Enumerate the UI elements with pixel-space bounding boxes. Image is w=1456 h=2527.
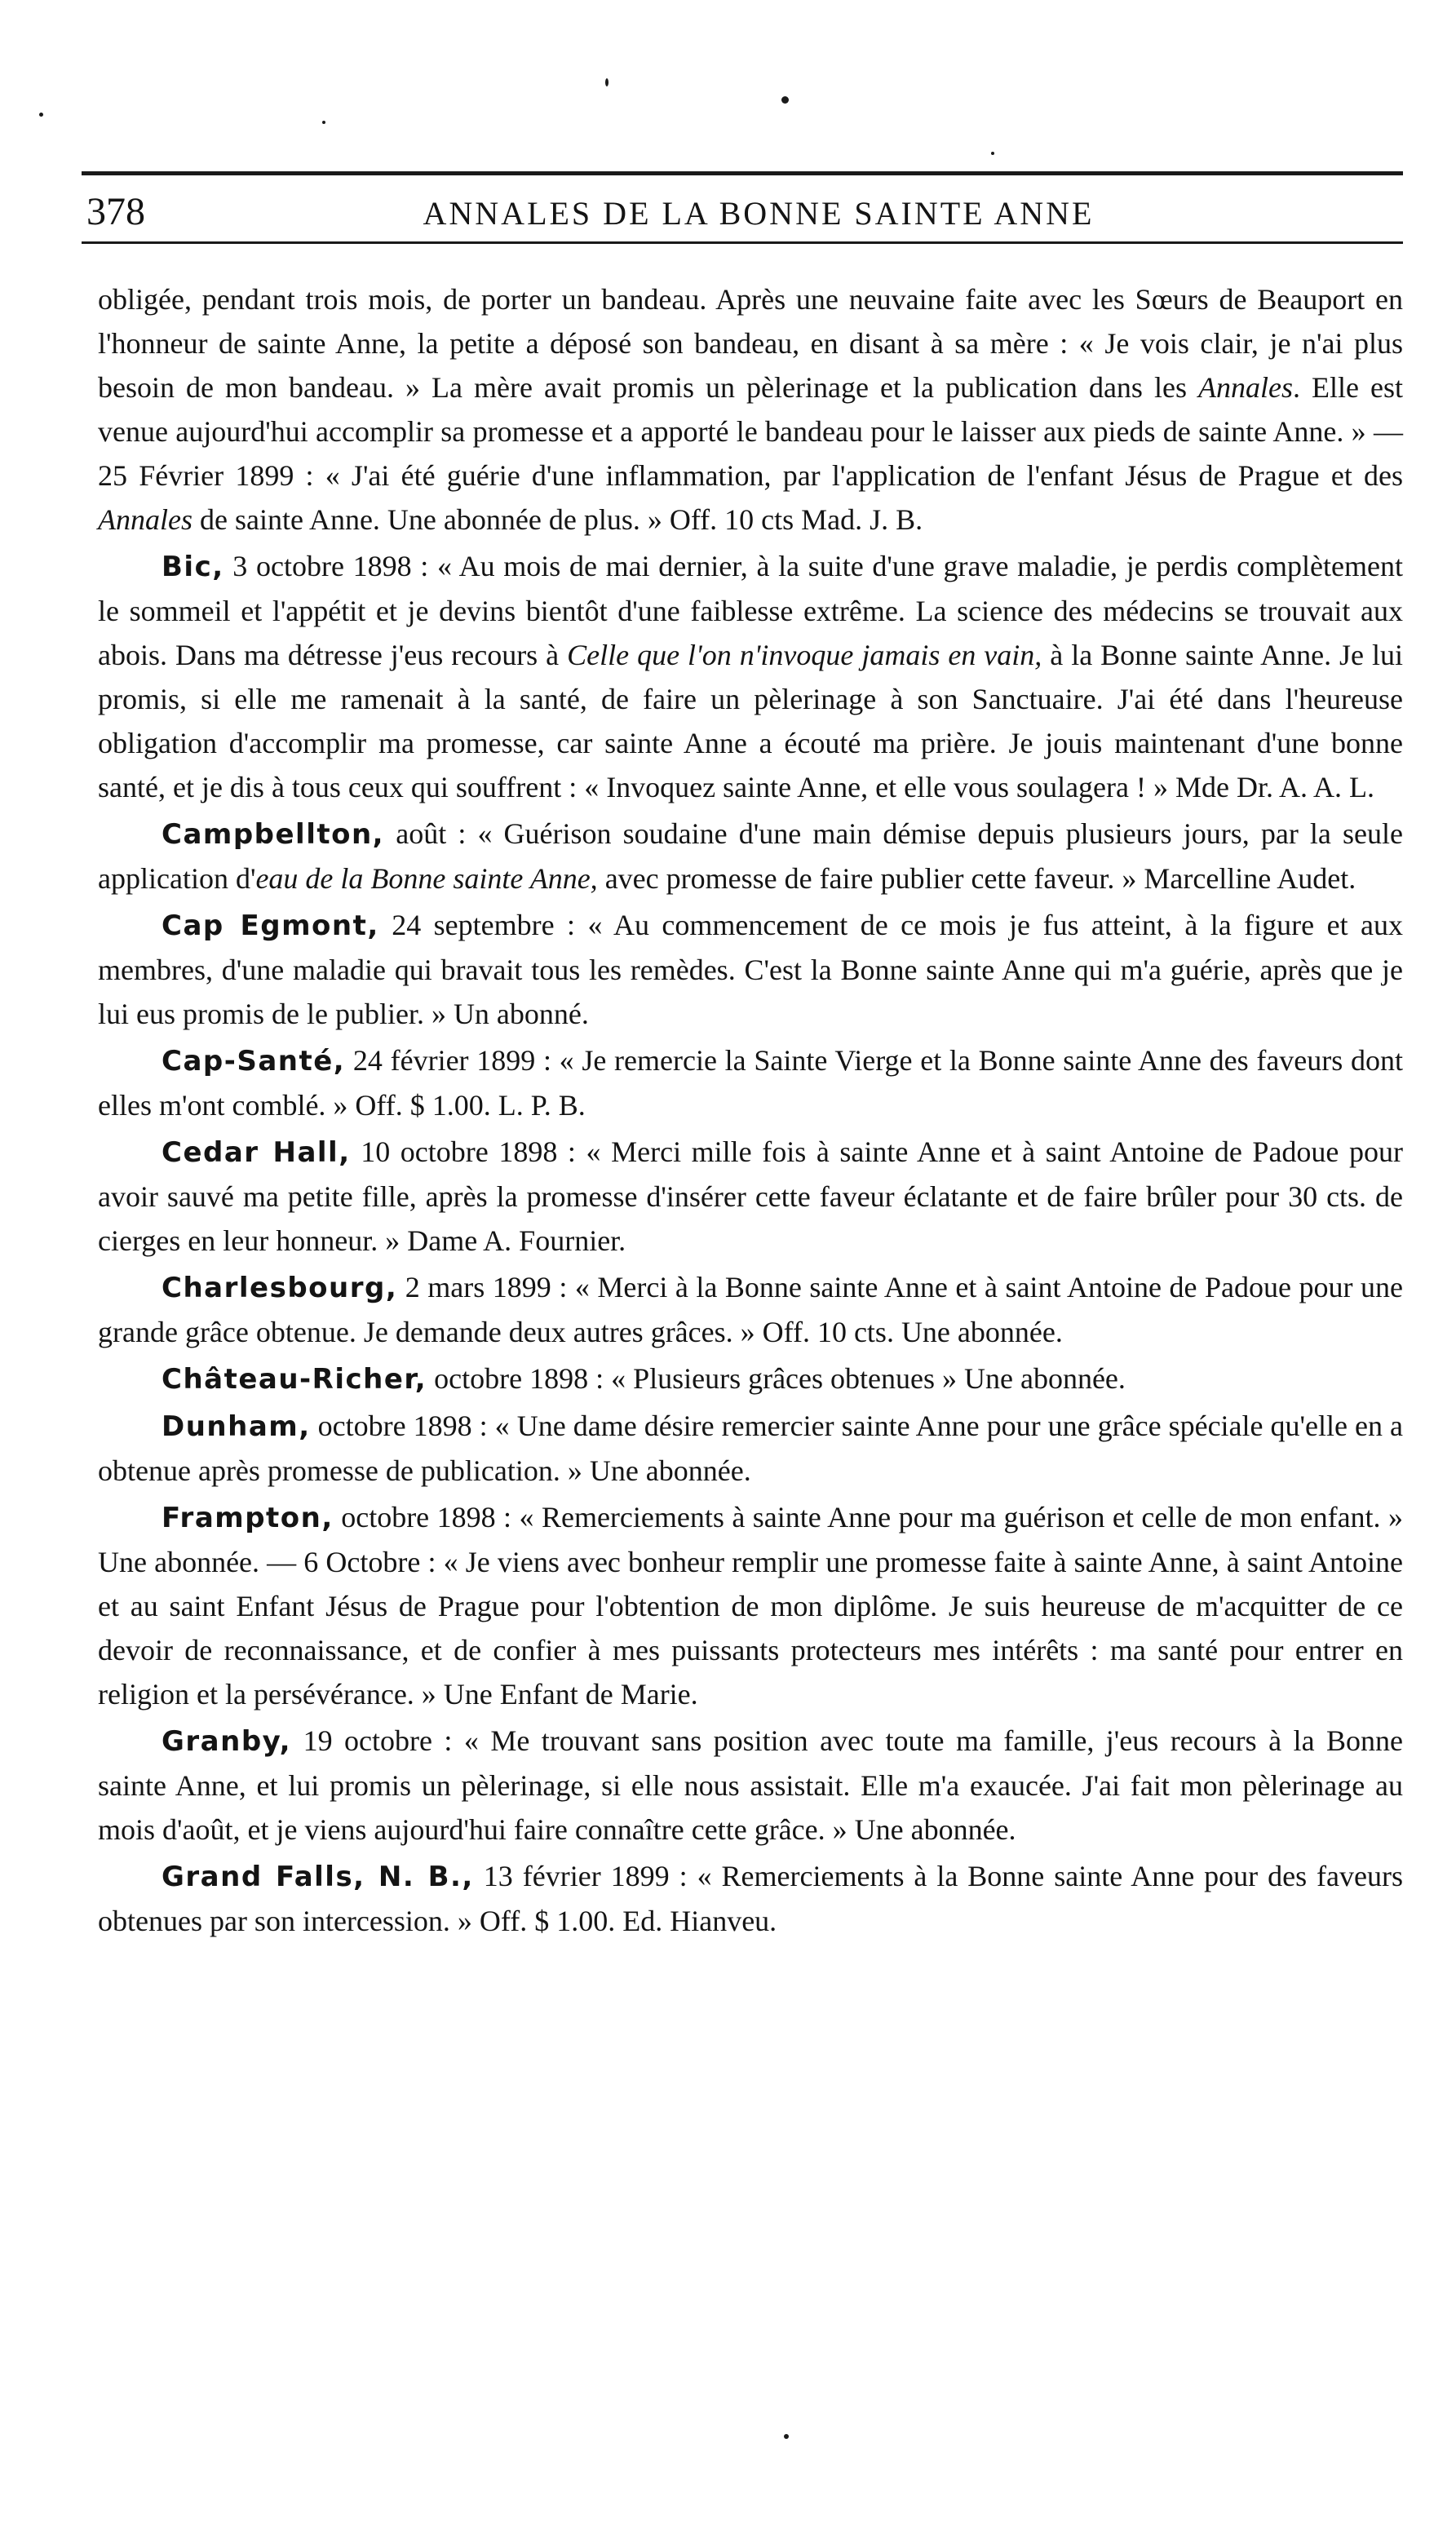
place-name: Cedar Hall, xyxy=(162,1136,351,1169)
italic-text: eau de la Bonne sainte Anne, xyxy=(255,862,598,895)
ink-speck xyxy=(39,113,43,117)
ink-speck xyxy=(991,152,994,155)
ink-speck xyxy=(784,2434,789,2439)
testimonial-entry xyxy=(98,1495,1403,1716)
running-title: ANNALES DE LA BONNE SAINTE ANNE xyxy=(423,195,1095,232)
body-text xyxy=(98,277,1403,1945)
testimonial-entry xyxy=(98,1130,1403,1263)
ink-speck xyxy=(605,78,609,86)
testimonial-entry xyxy=(98,903,1403,1036)
ink-speck xyxy=(322,121,325,124)
entry-text: octobre 1898 : « Remerciements à sainte Anne pour ma guérison et celle de mon enfant. » Une abonnée. — 6 Octobre : « Je viens avec bonheur remplir une promesse faite à sainte Anne, à saint Antoine et au saint Enfant Jésus de Prague pour l'obtention de mon diplôme. Je suis heureuse de m'acquitter de ce devoir de reconnaissance, et de confier à mes puissants protecteurs mes intérêts : ma santé pour entrer en religion et la persévérance. » Une Enfant de Marie. xyxy=(98,1501,1403,1710)
place-name: Cap Egmont, xyxy=(162,909,379,942)
testimonial-entry xyxy=(98,1719,1403,1852)
place-name: Charlesbourg, xyxy=(162,1272,398,1304)
entry-text: octobre 1898 : « Plusieurs grâces obtenues » Une abonnée. xyxy=(427,1362,1126,1395)
entry-text: 19 octobre : « Me trouvant sans position avec toute ma famille, j'eus recours à la Bonne sainte Anne, et lui promis un pèlerinage, si elle nous assistait. Elle m'a exaucée. J'ai fait mon pèlerinage au mois d'août, et je viens aujourd'hui faire connaître cette grâce. » Une abonnée. xyxy=(98,1724,1403,1846)
entry-text: août : « Guérison soudaine d'une main démise depuis plusieurs jours, par la seule application d' xyxy=(98,817,1403,895)
entry-text: avec promesse de faire publier cette faveur. » Marcelline Audet. xyxy=(597,862,1356,895)
entry-text: . Elle est venue aujourd'hui accomplir sa promesse et a apporté le bandeau pour le laisser aux pieds de sainte Anne. » — 25 Février 1899 : « J'ai été guérie d'une inflammation, par l'application de l'enfant Jésus de Prague et des xyxy=(98,371,1403,492)
place-name: Dunham, xyxy=(162,1410,311,1443)
header-rule-bottom xyxy=(82,241,1403,244)
place-name: Campbellton, xyxy=(162,818,385,851)
entry-text: 13 février 1899 : « Remerciements à la Bonne sainte Anne pour des faveurs obtenues par son intercession. » Off. $ 1.00. Ed. Hianveu. xyxy=(98,1860,1403,1937)
testimonial-entry xyxy=(98,544,1403,809)
entry-text: obligée, pendant trois mois, de porter un bandeau. Après une neuvaine faite avec les Sœurs de Beauport en l'honneur de sainte Anne, la petite a déposé son bandeau, en disant à sa mère : « Je vois clair, je n'ai plus besoin de mon bandeau. » La mère avait promis un pèlerinage et la publication dans les xyxy=(98,283,1403,404)
place-name: Château-Richer, xyxy=(162,1363,427,1396)
testimonial-entry xyxy=(98,1038,1403,1127)
entry-text: 3 octobre 1898 : « Au mois de mai dernier, à la suite d'une grave maladie, je perdis complètement le sommeil et l'appétit et je devins bientôt d'une faiblesse extrême. La science des médecins se trouvait aux abois. Dans ma détresse j'eus recours à xyxy=(98,550,1403,671)
testimonial-entry xyxy=(98,1265,1403,1354)
entry-text: de sainte Anne. Une abonnée de plus. » Off. 10 cts Mad. J. B. xyxy=(192,503,923,536)
page-number: 378 xyxy=(86,190,145,233)
italic-text: Celle que l'on n'invoque jamais en vain, xyxy=(567,639,1042,671)
place-name: Frampton, xyxy=(162,1502,334,1534)
place-name: Grand Falls, N. B., xyxy=(162,1861,474,1893)
testimonial-entry xyxy=(98,812,1403,901)
place-name: Cap-Santé, xyxy=(162,1045,346,1078)
ink-speck xyxy=(781,96,789,104)
header-rule-top xyxy=(82,171,1403,175)
testimonial-entry xyxy=(98,1404,1403,1493)
entry-text: 2 mars 1899 : « Merci à la Bonne sainte Anne et à saint Antoine de Padoue pour une grande grâce obtenue. Je demande deux autres grâces. » Off. 10 cts. Une abonnée. xyxy=(98,1271,1403,1348)
entry-text: 24 février 1899 : « Je remercie la Sainte Vierge et la Bonne sainte Anne des faveurs dont elles m'ont comblé. » Off. $ 1.00. L. P. B. xyxy=(98,1044,1403,1122)
place-name: Granby, xyxy=(162,1725,292,1758)
italic-text: Annales xyxy=(1197,371,1293,404)
place-name: Bic, xyxy=(162,551,224,583)
entry-text: à la Bonne sainte Anne. Je lui promis, si elle me ramenait à la santé, de faire un pèlerinage à son Sanctuaire. J'ai été dans l'heureuse obligation d'accomplir ma promesse, car sainte Anne a écouté ma prière. Je jouis maintenant d'une bonne santé, et je dis à tous ceux qui souffrent : « Invoquez sainte Anne, et elle vous soulagera ! » Mde Dr. A. A. L. xyxy=(98,639,1404,803)
entry-text: 10 octobre 1898 : « Merci mille fois à sainte Anne et à saint Antoine de Padoue pour avoir sauvé ma petite fille, après la promesse d'insérer cette faveur éclatante et de faire brûler pour 30 cts. de cierges en leur honneur. » Dame A. Fournier. xyxy=(98,1135,1403,1257)
page-header xyxy=(82,186,1403,240)
entry-text: octobre 1898 : « Une dame désire remercier sainte Anne pour une grâce spéciale qu'elle en a obtenue après promesse de publication. » Une abonnée. xyxy=(98,1410,1403,1487)
testimonial-entry xyxy=(98,1356,1403,1401)
testimonial-entry xyxy=(98,1854,1403,1943)
entry-text: 24 septembre : « Au commencement de ce mois je fus atteint, à la figure et aux membres, d'une maladie qui bravait tous les remèdes. C'est la Bonne sainte Anne qui m'a guérie, après que je lui eus promis de le publier. » Un abonné. xyxy=(98,909,1403,1030)
testimonial-entry xyxy=(98,277,1403,542)
italic-text: Annales xyxy=(98,503,193,536)
